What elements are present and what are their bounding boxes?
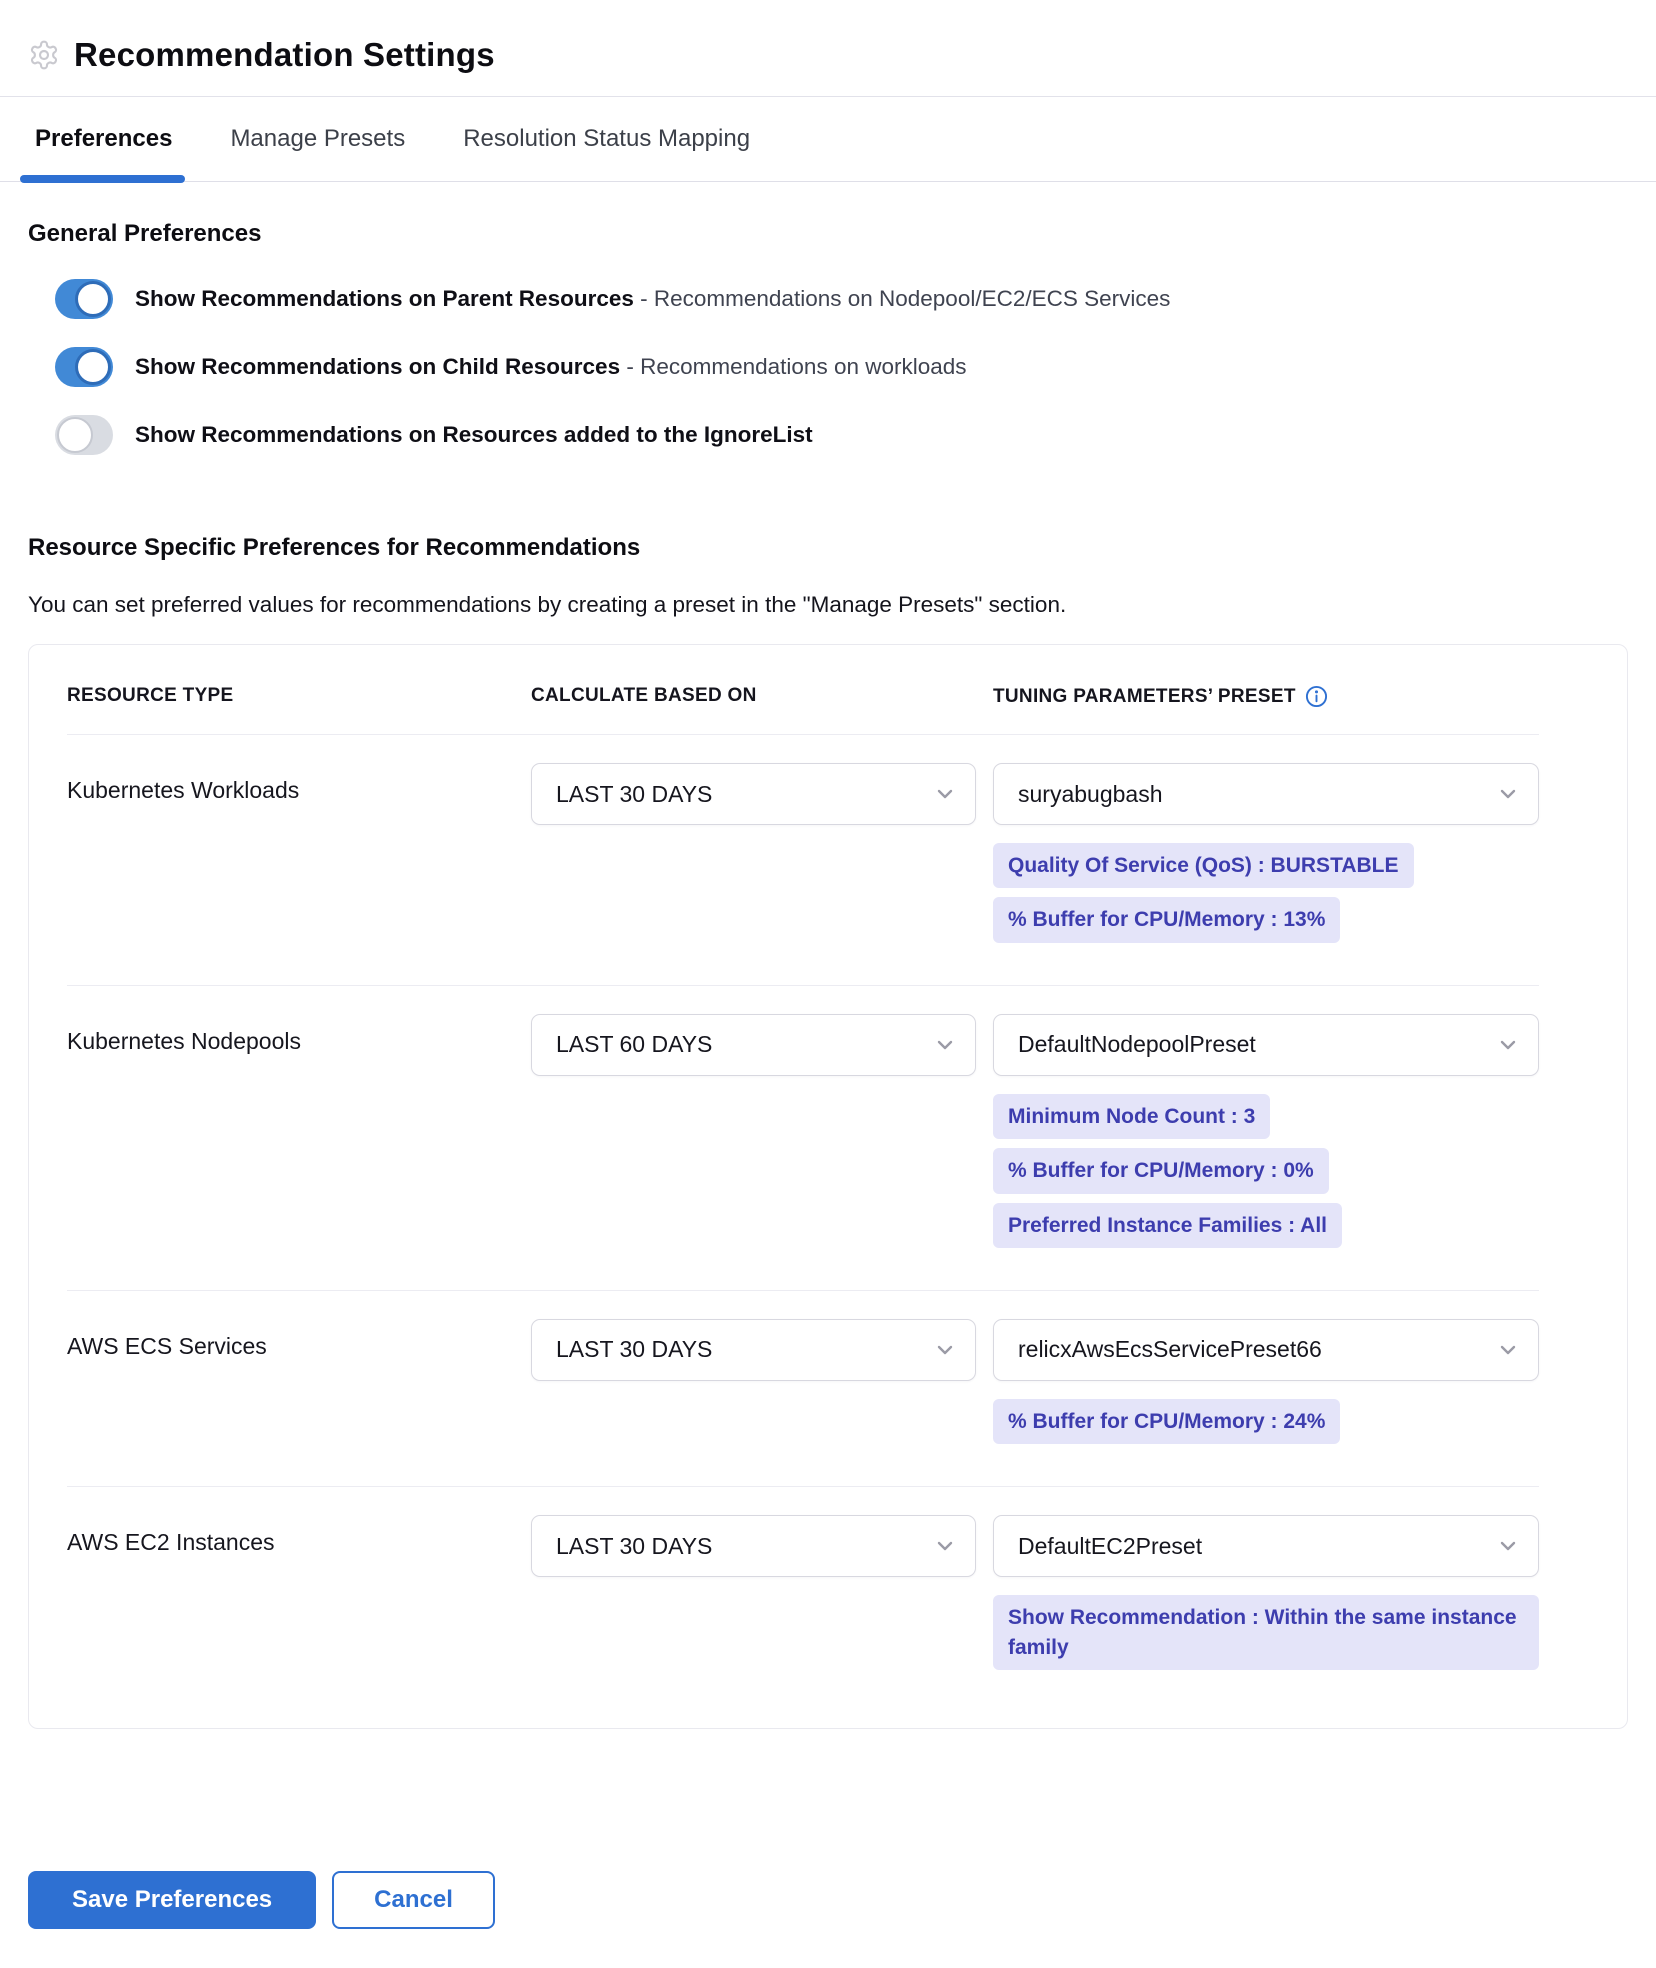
chevron-down-icon [933,1033,957,1057]
tab-preferences[interactable] [35,97,172,181]
preset-badge: % Buffer for CPU/Memory : 13% [993,897,1340,942]
ignorelist-resources-toggle[interactable] [55,415,113,455]
toggle-text [135,420,813,449]
preset-badges [993,843,1539,943]
selected-period: LAST 30 DAYS [556,780,713,807]
tuning-preset-select[interactable] [993,1014,1539,1076]
toggle-knob [75,281,111,317]
save-preferences-button[interactable]: Save Preferences [28,1871,316,1929]
selected-period: LAST 30 DAYS [556,1532,713,1559]
selected-preset: DefaultEC2Preset [1018,1532,1203,1559]
toggle-description: - Recommendations on Nodepool/EC2/ECS Services [640,286,1171,312]
chevron-down-icon [933,782,957,806]
toggle-description: - Recommendations on workloads [626,354,967,380]
table-header-row [67,677,1539,735]
resource-type-label: Kubernetes Workloads [67,777,300,803]
resource-preferences-description: You can set preferred values for recommendations by creating a preset in the "Manage Presets" section. [28,592,1067,617]
toggle-row-parent-resources [28,278,1628,320]
table-row [67,1487,1539,1680]
general-preferences-section [0,220,1656,456]
chevron-down-icon [933,1534,957,1558]
toggle-label: Show Recommendations on Resources added to the IgnoreList [135,422,813,448]
toggle-row-ignorelist-resources [28,414,1628,456]
calculate-based-on-select[interactable] [531,1515,976,1577]
chevron-down-icon [1496,1534,1520,1558]
preset-badge: % Buffer for CPU/Memory : 0% [993,1148,1329,1193]
preset-badge: Quality Of Service (QoS) : BURSTABLE [993,843,1414,888]
gear-icon [28,39,60,71]
preset-badge: Show Recommendation : Within the same instance family [993,1595,1539,1670]
table-row [67,735,1539,986]
toggle-label: Show Recommendations on Parent Resources [135,286,634,312]
table-row [67,986,1539,1291]
column-header-tuning-preset-label: TUNING PARAMETERS’ PRESET [993,685,1296,707]
tab-bar [0,97,1656,182]
tuning-preset-select[interactable] [993,1515,1539,1577]
selected-period: LAST 30 DAYS [556,1336,713,1363]
resource-preferences-table [28,644,1628,1729]
column-header-calculate-based-on: CALCULATE BASED ON [531,685,757,706]
chevron-down-icon [1496,1338,1520,1362]
tab-manage-presets-label: Manage Presets [230,125,406,152]
column-header-resource-type: RESOURCE TYPE [67,685,234,706]
resource-preferences-heading: Resource Specific Preferences for Recommendations [28,534,641,561]
toggle-text [135,284,1170,313]
page-title: Recommendation Settings [74,36,495,73]
tab-preferences-label: Preferences [35,125,173,152]
calculate-based-on-select[interactable] [531,1319,976,1381]
column-header-tuning-preset [993,685,1539,708]
selected-period: LAST 60 DAYS [556,1031,713,1058]
child-resources-toggle[interactable] [55,347,113,387]
toggle-knob [75,349,111,385]
resource-type-label: AWS EC2 Instances [67,1529,275,1556]
preset-badge: % Buffer for CPU/Memory : 24% [993,1399,1340,1444]
parent-resources-toggle[interactable] [55,279,113,319]
cancel-button[interactable]: Cancel [332,1871,495,1929]
resource-type-label: AWS ECS Services [67,1332,267,1359]
tuning-preset-select[interactable] [993,1319,1539,1381]
preset-badge: Minimum Node Count : 3 [993,1094,1270,1139]
chevron-down-icon [933,1338,957,1362]
tuning-preset-select[interactable] [993,763,1539,825]
preset-badge: Preferred Instance Families : All [993,1203,1342,1248]
footer-actions [0,1871,1656,1959]
tab-manage-presets[interactable] [230,97,405,181]
preset-badges [993,1399,1539,1444]
toggle-knob [57,417,93,453]
resource-preferences-section [0,534,1656,1729]
page-header [0,0,1656,96]
preset-badges [993,1595,1539,1670]
selected-preset: DefaultNodepoolPreset [1018,1031,1256,1058]
chevron-down-icon [1496,1033,1520,1057]
calculate-based-on-select[interactable] [531,1014,976,1076]
toggle-row-child-resources [28,346,1628,388]
info-icon[interactable] [1305,685,1328,708]
tab-resolution-status-mapping[interactable] [463,97,750,181]
calculate-based-on-select[interactable] [531,763,976,825]
resource-type-label: Kubernetes Nodepools [67,1027,301,1054]
chevron-down-icon [1496,782,1520,806]
toggle-label: Show Recommendations on Child Resources [135,354,621,380]
general-preferences-heading: General Preferences [28,220,262,247]
selected-preset: relicxAwsEcsServicePreset66 [1018,1336,1322,1363]
preset-badges [993,1094,1539,1248]
selected-preset: suryabugbash [1018,780,1163,807]
tab-resolution-status-mapping-label: Resolution Status Mapping [463,125,751,152]
table-row [67,1291,1539,1487]
toggle-text [135,352,967,381]
